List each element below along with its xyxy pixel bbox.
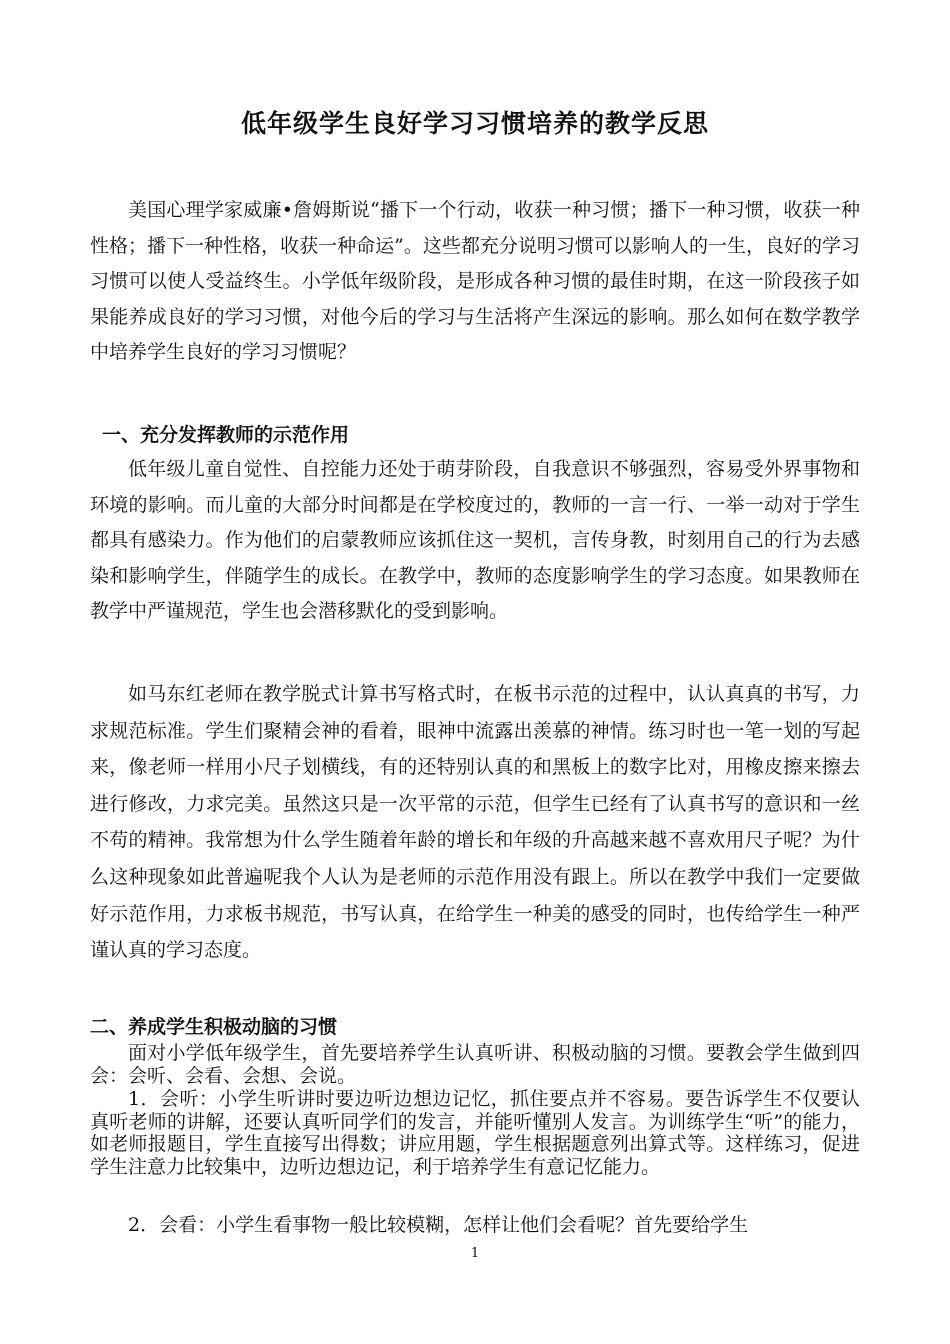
- section-1-heading: 一、充分发挥教师的示范作用: [102, 424, 350, 446]
- document-title: 低年级学生良好学习习惯培养的教学反思: [240, 109, 709, 138]
- section-1-paragraph-2: 如马东红老师在教学脱式计算书写格式时，在板书示范的过程中，认认真真的书写，力求规范标准。学生们聚精会神的看着，眼神中流露出羡慕的神情。练习时也一笔一划的写起来，像老师一样用小尺子划横线，有的还特别认真的和黑板上的数字比对，用橡皮擦来擦去进行修改，力求完美。虽然这只是一次平常的示范，但学生已经有了认真书写的意识和一丝不苟的精神。我常想为什么学生随着年龄的增长和年级的升高越来越不喜欢用尺子呢？为什么这种现象如此普遍呢我个人认为是老师的示范作用没有跟上。所以在教学中我们一定要做好示范作用，力求板书规范，书写认真，在给学生一种美的感受的同时，也传给学生一种严谨认真的学习态度。: [90, 683, 860, 962]
- section-2-heading: 二、养成学生积极动脑的习惯: [90, 1016, 338, 1038]
- page-number: 1: [470, 1246, 480, 1261]
- section-1-paragraph-1: 低年级儿童自觉性、自控能力还处于萌芽阶段，自我意识不够强烈，容易受外界事物和环境的影响。而儿童的大部分时间都是在学校度过的，教师的一言一行、一举一动对于学生都具有感染力。作为他们的启蒙教师应该抓住这一契机，言传身教，时刻用自己的行为去感染和影响学生，伴随学生的成长。在教学中，教师的态度影响学生的学习态度。如果教师在教学中严谨规范，学生也会潜移默化的受到影响。: [90, 458, 860, 622]
- intro-paragraph: 美国心理学家威廉•詹姆斯说“播下一个行动，收获一种习惯；播下一种习惯，收获一种性格；播下一种性格，收获一种命运”。这些都充分说明习惯可以影响人的一生，良好的学习习惯可以使人受益终生。小学低年级阶段，是形成各种习惯的最佳时期，在这一阶段孩子如果能养成良好的学习习惯，对他今后的学习与生活将产生深远的影响。那么如何在数学教学中培养学生良好的学习习惯呢？: [90, 199, 860, 363]
- section-2-paragraph-2: 1．会听：小学生听讲时要边听边想边记忆，抓住要点并不容易。要告诉学生不仅要认真听老师的讲解，还要认真听同学们的发言，并能听懂别人发言。为训练学生“听”的能力，如老师报题目，学生直接写出得数；讲应用题，学生根据题意列出算式等。这样练习，促进学生注意力比较集中，边听边想边记，利于培养学生有意记忆能力。: [90, 1088, 860, 1178]
- section-2-paragraph-3: 2．会看：小学生看事物一般比较模糊，怎样让他们会看呢？首先要给学生: [128, 1214, 749, 1236]
- section-2-paragraph-1: 面对小学低年级学生，首先要培养学生认真听讲、积极动脑的习惯。要教会学生做到四会：会听、会看、会想、会说。: [90, 1042, 860, 1087]
